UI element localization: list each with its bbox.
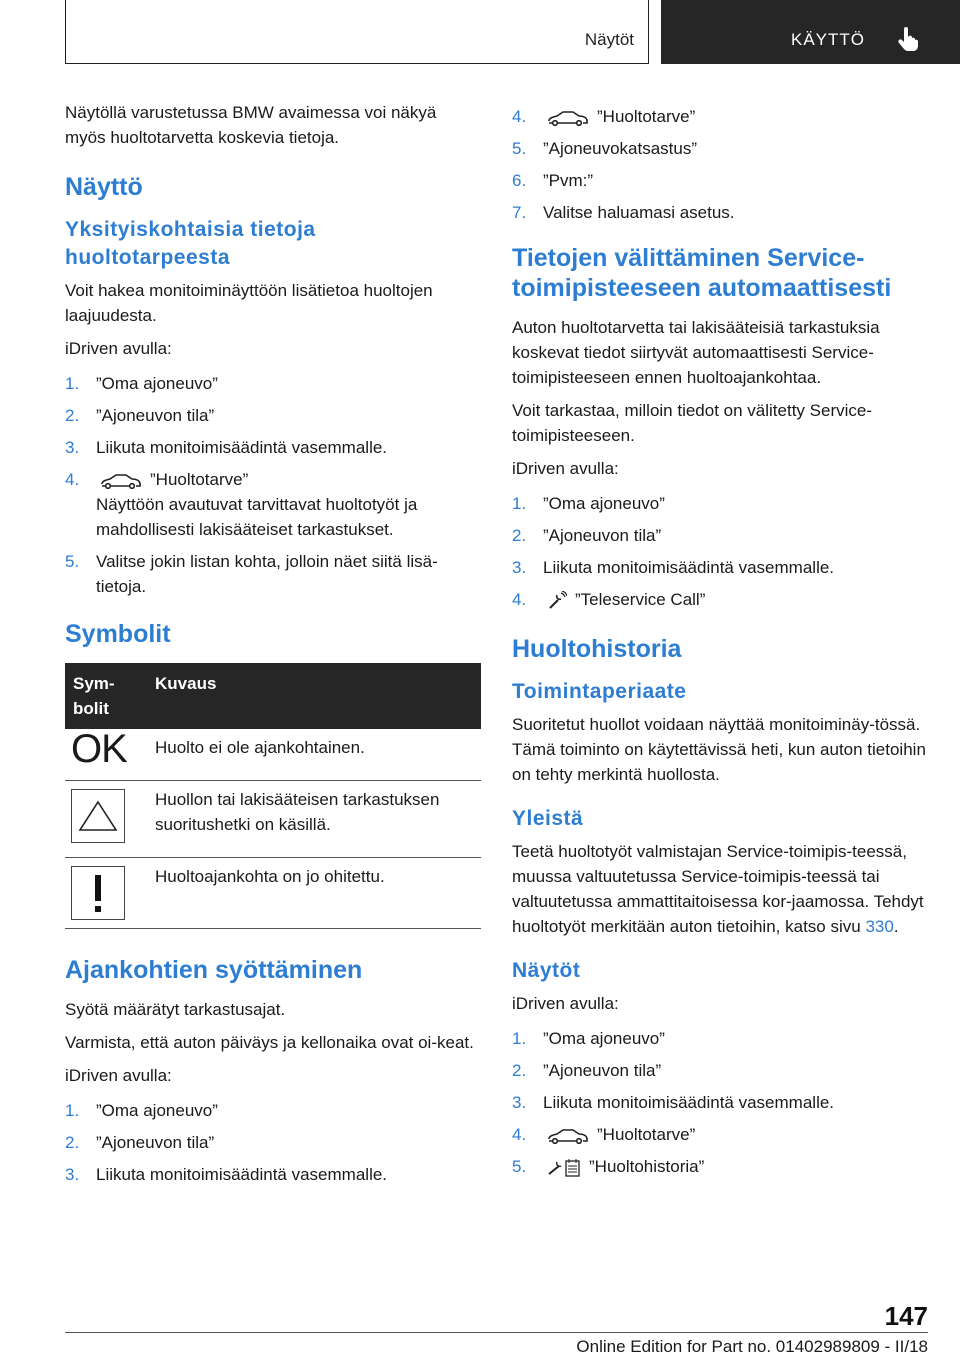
list-item: 3. Liikuta monitoimisäädintä vasemmalle. xyxy=(512,1093,835,1112)
list-item: 2. ”Ajoneuvon tila” xyxy=(65,406,215,425)
table-row xyxy=(65,781,481,858)
list-item: 4. ”Huoltotarve” Näyttöön avautuvat tarvittavat huoltotyöt ja mahdollisesti lakisääteiset tarkastukset. xyxy=(65,470,418,539)
exclamation-icon xyxy=(71,866,125,920)
list-item: 1. ”Oma ajoneuvo” xyxy=(512,494,665,513)
table-header-symbol: Sym-bolit xyxy=(65,663,147,729)
heading-yksityiskohtaisia: Yksityiskohtaisia tietoja huoltotarpeesta xyxy=(65,218,316,269)
car-icon xyxy=(100,473,142,489)
steps-list-top xyxy=(512,104,928,225)
list-item: 2. ”Ajoneuvon tila” xyxy=(512,1061,662,1080)
teleservice-wrench-icon xyxy=(547,591,567,611)
list-item: 3. Liikuta monitoimisäädintä vasemmalle. xyxy=(65,1165,388,1184)
intro-text: Näytöllä varustetussa BMW avaimessa voi näkyä myös huoltotarvetta koskevia tietoja. xyxy=(65,103,437,147)
list-item: 4. ”Teleservice Call” xyxy=(512,590,706,609)
paragraph-voit-tarkastaa: Voit tarkastaa, milloin tiedot on välitetty Service-toimipisteeseen. xyxy=(512,401,872,445)
paragraph-auton: Auton huoltotarvetta tai lakisääteisiä tarkastuksia koskevat tiedot siirtyvät automaattisesti Service-toimipisteeseen ennen huoltoajankohtaa. xyxy=(512,318,880,387)
list-item: 2. ”Ajoneuvon tila” xyxy=(512,526,662,545)
list-item: 3. Liikuta monitoimisäädintä vasemmalle. xyxy=(512,558,835,577)
warning-triangle-icon xyxy=(71,789,125,843)
paragraph-idrive2: iDriven avulla: xyxy=(512,994,619,1013)
footer-divider xyxy=(65,1332,928,1333)
table-cell: Huoltoajankohta on jo ohitettu. xyxy=(147,858,481,929)
page-number: 147 xyxy=(884,1301,928,1331)
heading-symbolit: Symbolit xyxy=(65,620,171,648)
heading-yleista: Yleistä xyxy=(512,807,584,830)
list-item: 4. ”Huoltotarve” xyxy=(512,1125,696,1144)
table-cell: Huolto ei ole ajankohtainen. xyxy=(147,729,481,781)
steps-list-bottom xyxy=(512,1026,928,1179)
paragraph-idrive: iDriven avulla: xyxy=(512,459,619,478)
ok-symbol: OK xyxy=(65,729,147,781)
list-item: 5. ”Ajoneuvokatsastus” xyxy=(512,139,698,158)
left-column xyxy=(65,100,481,1194)
paragraph-varmista: Varmista, että auton päiväys ja kellonaika ovat oi-keat. xyxy=(65,1033,474,1052)
service-history-icon xyxy=(547,1158,581,1178)
list-item: 2. ”Ajoneuvon tila” xyxy=(65,1133,215,1152)
list-item: 1. ”Oma ajoneuvo” xyxy=(65,1101,218,1120)
table-row xyxy=(65,729,481,781)
footer-edition: Online Edition for Part no. 01402989809 - II/18 xyxy=(576,1337,928,1356)
right-column xyxy=(512,100,928,1186)
steps-list-mid xyxy=(512,491,928,612)
list-item: 3. Liikuta monitoimisäädintä vasemmalle. xyxy=(65,438,388,457)
header-section-title: Näytöt xyxy=(584,30,634,49)
list-item: 1. ”Oma ajoneuvo” xyxy=(65,374,218,393)
paragraph-idrive2: iDriven avulla: xyxy=(65,1066,172,1085)
list-item: 4. ”Huoltotarve” xyxy=(512,107,696,126)
table-row xyxy=(65,858,481,929)
list-item: 1. ”Oma ajoneuvo” xyxy=(512,1029,665,1048)
paragraph-voit-hakea: Voit hakea monitoiminäyttöön lisätietoa huoltojen laajuudesta. xyxy=(65,281,433,325)
header-chapter-box xyxy=(661,0,960,64)
heading-huoltohistoria: Huoltohistoria xyxy=(512,635,682,663)
list-item: 5. Valitse jokin listan kohta, jolloin näet siitä lisä-tietoja. xyxy=(65,552,438,596)
paragraph-syota: Syötä määrätyt tarkastusajat. xyxy=(65,1000,286,1019)
car-icon xyxy=(547,1128,589,1144)
heading-tietojen-valittaminen: Tietojen välittäminen Service-toimipisteeseen automaattisesti xyxy=(512,244,892,302)
hand-pointer-icon xyxy=(895,26,921,52)
table-header-description: Kuvaus xyxy=(147,663,481,729)
list-item: 7. Valitse haluamasi asetus. xyxy=(512,203,735,222)
car-icon xyxy=(547,110,589,126)
steps-list-2 xyxy=(65,1098,481,1187)
heading-ajankohtien: Ajankohtien syöttäminen xyxy=(65,956,363,984)
heading-naytto: Näyttö xyxy=(65,173,143,201)
list-item: 6. ”Pvm:” xyxy=(512,171,594,190)
paragraph-suoritetut: Suoritetut huollot voidaan näyttää monitoiminäy-tössä. Tämä toiminto on käytettävissä heti, kun auton tietoihin on tehty merkintä huollosta. xyxy=(512,715,926,784)
table-cell: Huollon tai lakisääteisen tarkastuksen suoritushetki on käsillä. xyxy=(147,781,481,858)
heading-naytot: Näytöt xyxy=(512,959,581,982)
header-chapter-title: KÄYTTÖ xyxy=(791,30,866,49)
steps-list xyxy=(65,371,481,599)
paragraph-idrive: iDriven avulla: xyxy=(65,339,172,358)
symbols-table xyxy=(65,663,481,929)
page-link[interactable]: 330 xyxy=(865,917,894,936)
heading-toimintaperiaate: Toimintaperiaate xyxy=(512,680,687,703)
header-section-box xyxy=(65,0,649,64)
paragraph-teeta: Teetä huoltotyöt valmistajan Service-toimipis-teessä, muussa valtuutetussa Service-toimipis-teessä tai valtuutetussa ammattitaitoisessa kor-jaamossa. Tehdyt huoltotyöt merkitään auton tietoihin, katso sivu 330. xyxy=(512,842,924,936)
list-item: 5. ”Huoltohistoria” xyxy=(512,1157,705,1176)
